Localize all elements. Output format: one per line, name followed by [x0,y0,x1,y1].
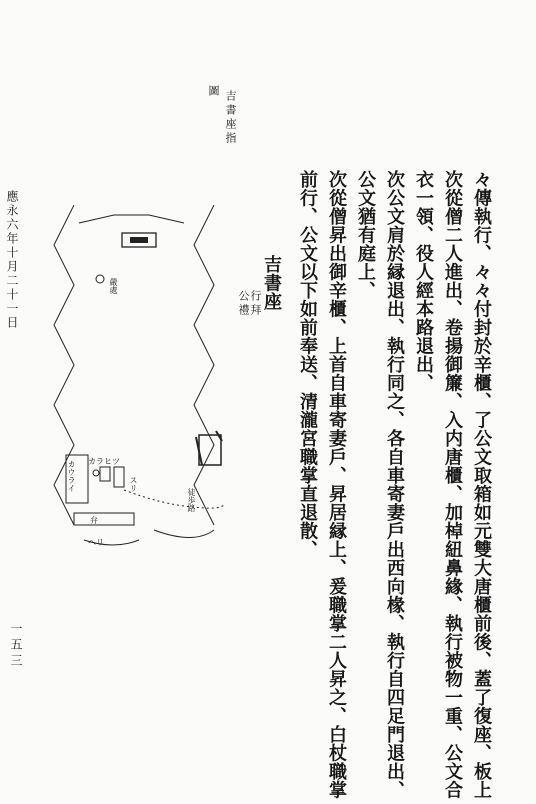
diagram-right-wall [194,205,214,525]
kissho-note-2: 公禮 [237,290,250,318]
page-number: 一五三 [9,622,23,670]
text-column-2: 次從僧二人進出、卷揚御簾、入内唐櫃、加棹紐鼻緣、執行被物一重、公文合 [442,170,463,799]
diagram-label-toro: 徒歩路 [187,488,196,512]
diagram-bottom-bar [74,513,134,525]
kissho-note-1: 行拜 [249,290,262,318]
text-column-4: 次公文肩於縁退出、執行同之、各自車寄妻戶出西向椽、執行自四足門退出、 [384,170,405,799]
diagram-label-keido: 嚴處 [109,278,118,294]
text-column-1: 々傳執行、々々付封於辛櫃、了公文取箱如元雙大唐櫃前後、蓋了復座、板上 [471,170,492,799]
diagram-label-kaurai: カウライ [67,460,76,492]
kissho-heading: 吉書座 [261,255,282,311]
running-header-date: 應永六年十月二十一日 [5,190,19,330]
diagram-label-suri: スリ [129,476,138,492]
text-column-5: 公文猶有庭上、 [355,170,376,300]
diagram-circle [96,275,104,283]
diagram-label-heri: ヘリ [88,538,104,547]
diagram-label-karahitsu: カラヒツ [88,457,120,466]
figure-caption-suffix: 圖 [207,85,220,99]
diagram-top-wall [79,215,184,223]
figure-caption: 吉書座指 [224,90,237,146]
text-column-3: 衣一領、役人經本路退出、 [413,170,434,392]
diagram-label-michi: 弁 [90,516,98,525]
diagram-dotted-path [124,490,224,508]
text-column-6: 次從僧昇出御辛櫃、上首自車寄妻戶、昇居縁上、爰職掌二人昇之、白杖職掌 [326,170,347,799]
text-column-7: 前行、公文以下如前奉送、清瀧宮職掌直退散、 [297,170,318,559]
